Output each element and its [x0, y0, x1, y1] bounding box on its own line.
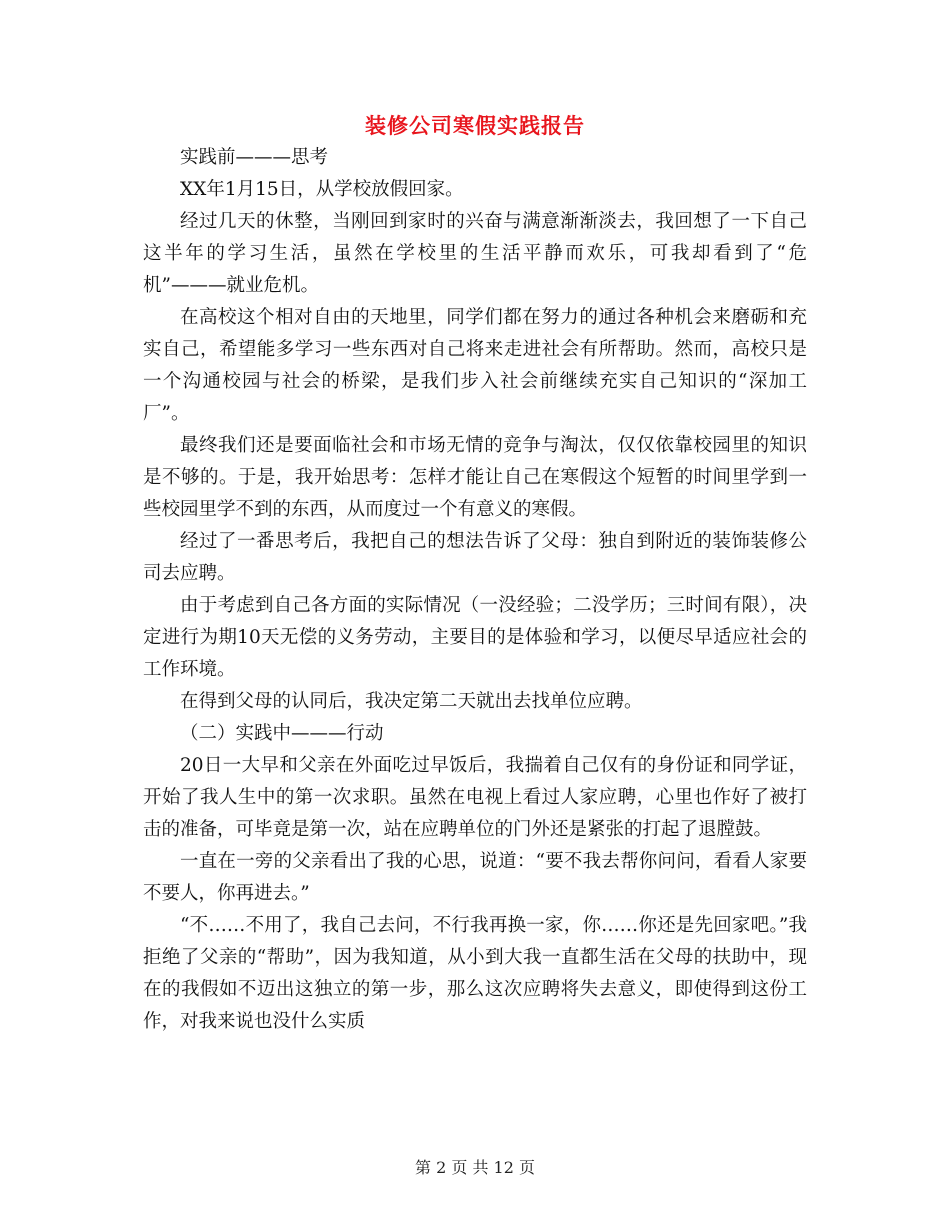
- paragraph: 20日一大早和父亲在外面吃过早饭后，我揣着自己仅有的身份证和同学证，开始了我人生中的第一次求职。虽然在电视上看过人家应聘，心里也作好了被打击的准备，可毕竟是第一次，站在应聘单位的门外还是紧张的打起了退膛鼓。: [143, 755, 807, 840]
- paragraph: 一直在一旁的父亲看出了我的心思，说道：“要不我去帮你问问，看看人家要不要人，你再进去。”: [143, 851, 807, 904]
- paragraph: 在高校这个相对自由的天地里，同学们都在努力的通过各种机会来磨砺和充实自己，希望能多学习一些东西对自己将来走进社会有所帮助。然而，高校只是一个沟通校园与社会的桥梁，是我们步入社会前继续充实自己知识的“深加工厂”。: [143, 307, 807, 424]
- page-footer: 第 2 页 共 12 页: [415, 1158, 535, 1177]
- paragraph: 最终我们还是要面临社会和市场无情的竞争与淘汰，仅仅依靠校园里的知识是不够的。于是，我开始思考：怎样才能让自己在寒假这个短暂的时间里学到一些校园里学不到的东西，从而度过一个有意义的寒假。: [143, 435, 807, 520]
- paragraph: 在得到父母的认同后，我决定第二天就出去找单位应聘。: [180, 691, 643, 712]
- paragraph: 由于考虑到自己各方面的实际情况（一没经验；二没学历；三时间有限），决定进行为期10天无偿的义务劳动，主要目的是体验和学习，以便尽早适应社会的工作环境。: [143, 595, 807, 680]
- section-heading: （二）实践中———行动: [180, 723, 384, 744]
- paragraph: 实践前———思考: [180, 147, 329, 168]
- paragraph: XX年1月15日，从学校放假回家。: [180, 179, 464, 200]
- document-body: [143, 142, 807, 1038]
- paragraph: “不……不用了，我自己去问，不行我再换一家，你……你还是先回家吧。”我拒绝了父亲的“帮助”，因为我知道，从小到大我一直都生活在父母的扶助中，现在的我假如不迈出这独立的第一步，那么这次应聘将失去意义，即使得到这份工作，对我来说也没什么实质: [143, 915, 807, 1032]
- paragraph: 经过了一番思考后，我把自己的想法告诉了父母：独自到附近的装饰装修公司去应聘。: [143, 531, 807, 584]
- paragraph: 经过几天的休整，当刚回到家时的兴奋与满意渐渐淡去，我回想了一下自己这半年的学习生活，虽然在学校里的生活平静而欢乐，可我却看到了“危机”———就业危机。: [143, 211, 807, 296]
- document-title: 装修公司寒假实践报告: [365, 114, 585, 138]
